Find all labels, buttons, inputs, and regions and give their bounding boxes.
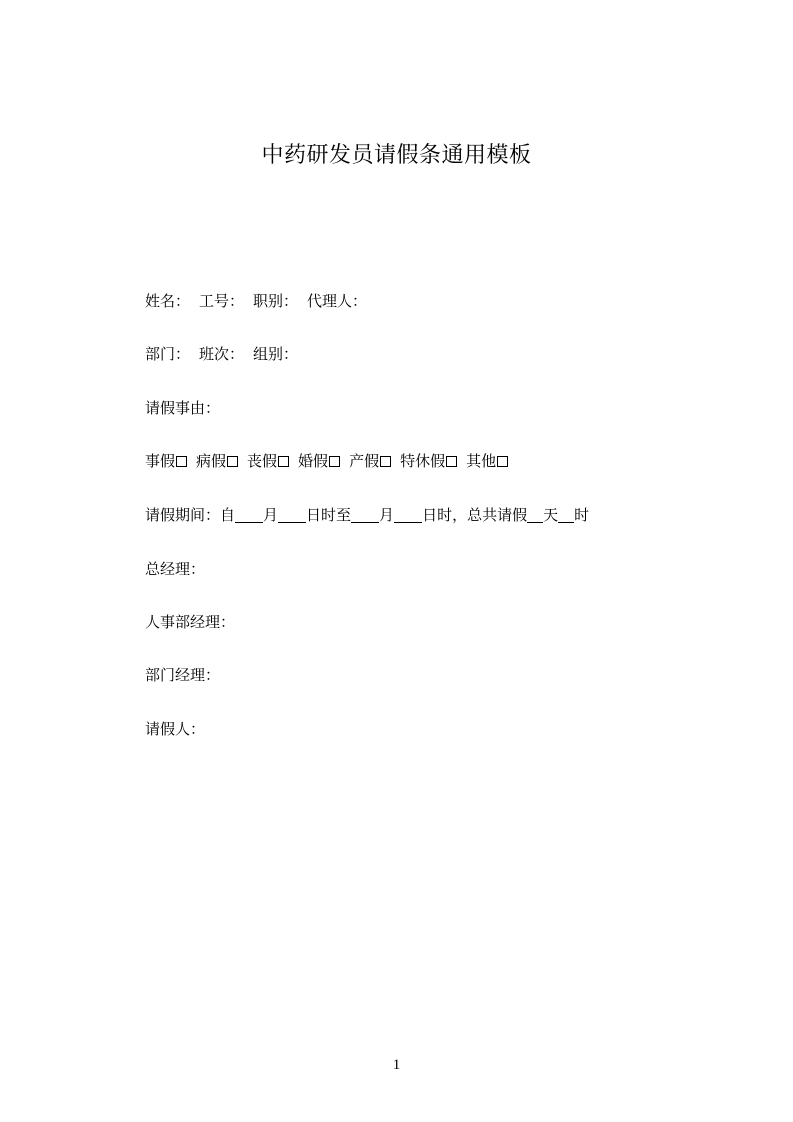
hour-unit: 时 (574, 506, 590, 524)
leave-type-option[interactable]: 其他 (466, 452, 508, 470)
position-label: 职别： (253, 292, 299, 310)
hr-manager-row (145, 611, 235, 633)
document-title: 中药研发员请假条通用模板 (261, 143, 532, 168)
leave-type-option[interactable]: 事假 (145, 452, 187, 470)
day-hour-total-text: 日时，总共请假 (422, 506, 528, 524)
employee-info-row (145, 290, 367, 312)
month-unit: 月 (263, 506, 279, 524)
reason-label: 请假事由： (145, 399, 221, 417)
leave-period-row (145, 504, 589, 526)
start-day-blank[interactable] (278, 506, 306, 523)
page-number: 1 (392, 1057, 401, 1073)
day-hour-to-text: 日时至 (306, 506, 352, 524)
checkbox-icon[interactable] (227, 456, 238, 467)
department-label: 部门： (145, 345, 191, 363)
agent-label: 代理人： (307, 292, 368, 310)
applicant-row (145, 718, 205, 740)
leave-type-option[interactable]: 病假 (196, 452, 238, 470)
start-month-blank[interactable] (235, 506, 263, 523)
day-unit: 天 (543, 506, 559, 524)
total-days-blank[interactable] (527, 506, 543, 523)
leave-type-option[interactable]: 婚假 (298, 452, 340, 470)
month-unit: 月 (379, 506, 395, 524)
group-label: 组别： (253, 345, 299, 363)
general-manager-row (145, 558, 205, 580)
department-manager-label: 部门经理： (145, 666, 221, 684)
name-label: 姓名： (145, 292, 191, 310)
period-label: 请假期间：自 (145, 506, 236, 524)
leave-type-option[interactable]: 产假 (349, 452, 391, 470)
total-hours-blank[interactable] (558, 506, 574, 523)
applicant-label: 请假人： (145, 720, 206, 738)
leave-type-row (145, 450, 508, 472)
checkbox-icon[interactable] (278, 456, 289, 467)
leave-type-option[interactable]: 丧假 (247, 452, 289, 470)
general-manager-label: 总经理： (145, 560, 206, 578)
hr-manager-label: 人事部经理： (145, 613, 236, 631)
department-manager-row (145, 664, 220, 686)
department-info-row (145, 343, 298, 365)
checkbox-icon[interactable] (380, 456, 391, 467)
leave-type-option[interactable]: 特休假 (400, 452, 457, 470)
checkbox-icon[interactable] (497, 456, 508, 467)
checkbox-icon[interactable] (329, 456, 340, 467)
checkbox-icon[interactable] (446, 456, 457, 467)
end-day-blank[interactable] (394, 506, 422, 523)
employee-id-label: 工号： (199, 292, 245, 310)
reason-row (145, 397, 220, 419)
end-month-blank[interactable] (351, 506, 379, 523)
shift-label: 班次： (199, 345, 245, 363)
checkbox-icon[interactable] (176, 456, 187, 467)
